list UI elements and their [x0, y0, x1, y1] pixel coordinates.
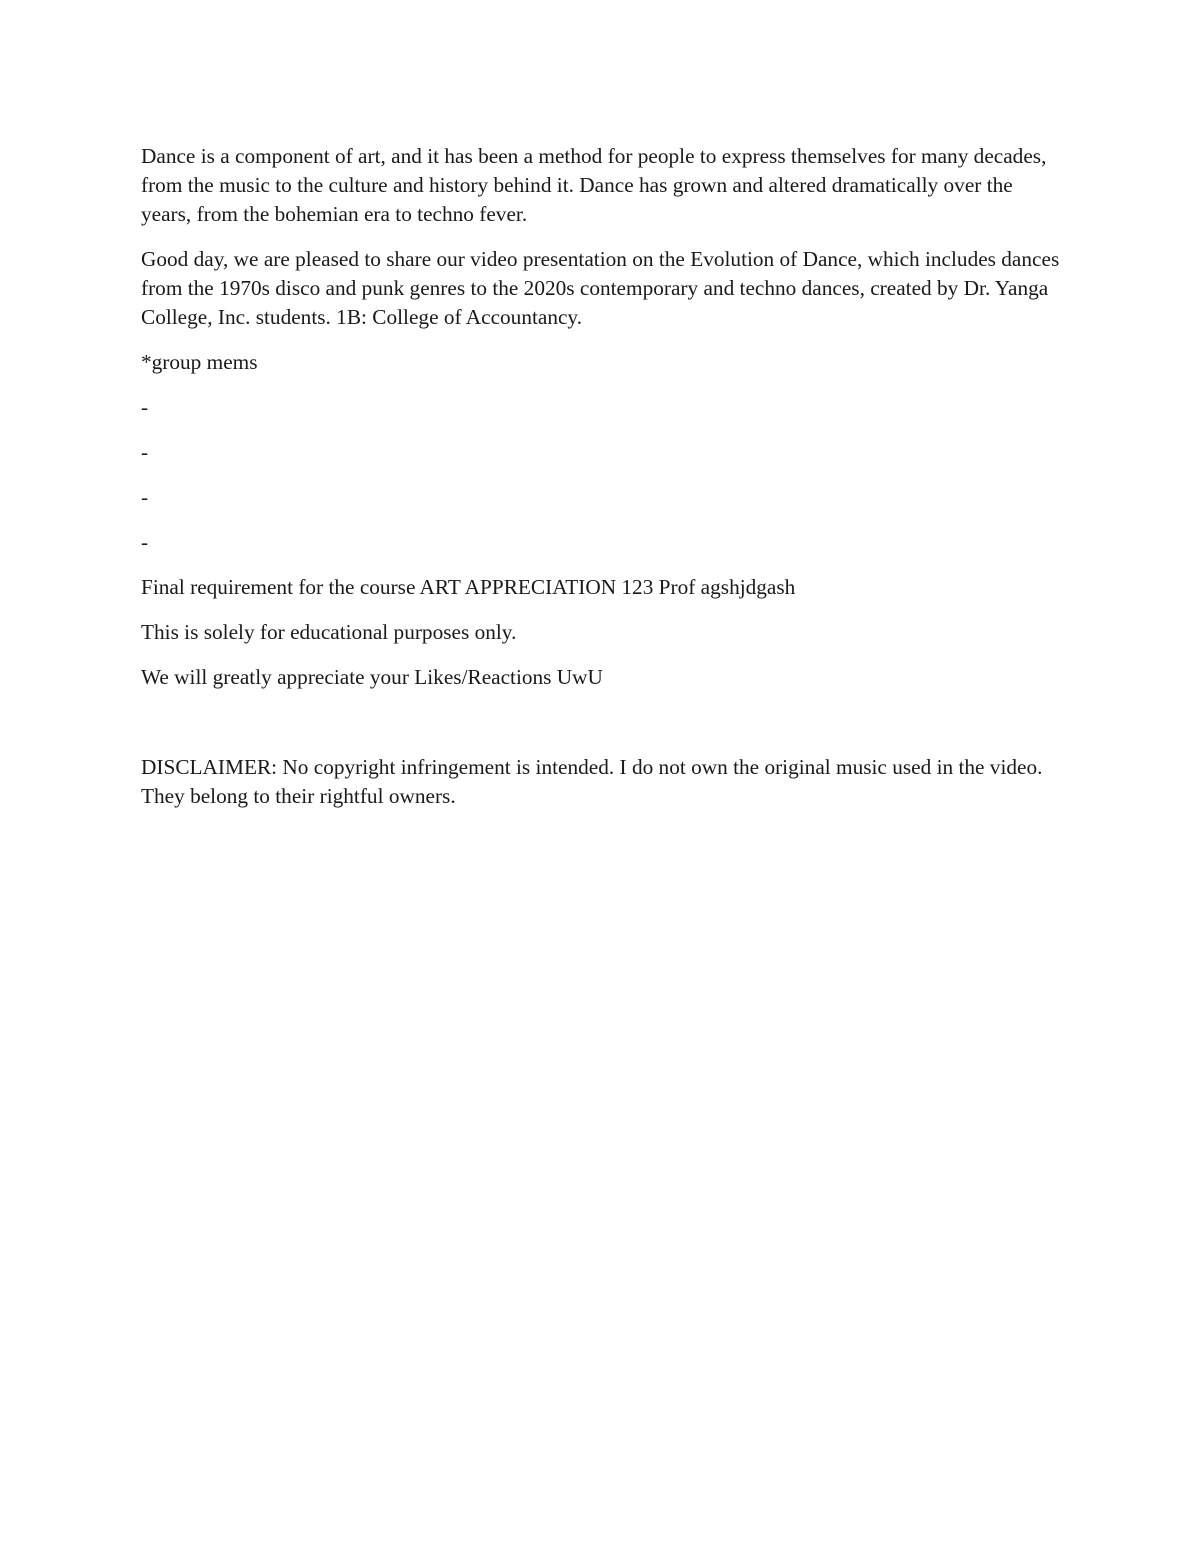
group-member-item: -	[141, 440, 149, 464]
educational-paragraph: This is solely for educational purposes only.	[141, 620, 517, 644]
appreciation-paragraph: We will greatly appreciate your Likes/Reactions UwU	[141, 665, 603, 689]
group-member-item: -	[141, 485, 149, 509]
disclaimer-paragraph: DISCLAIMER: No copyright infringement is intended. I do not own the original music used in the video. They belong to their rightful owners.	[141, 755, 1043, 808]
group-member-item: -	[141, 395, 149, 419]
intro-paragraph: Dance is a component of art, and it has been a method for people to express themselves for many decades, from the music to the culture and history behind it. Dance has grown and altered dramatically over the years, from the bohemian era to techno fever.	[141, 144, 1047, 226]
group-member-item: -	[141, 530, 149, 554]
blank-line	[141, 708, 1066, 737]
requirement-paragraph: Final requirement for the course ART APPRECIATION 123 Prof agshjdgash	[141, 575, 796, 599]
group-members-heading: *group mems	[141, 350, 258, 374]
document-body	[141, 142, 1066, 827]
greeting-paragraph: Good day, we are pleased to share our video presentation on the Evolution of Dance, which includes dances from the 1970s disco and punk genres to the 2020s contemporary and techno dances, created by Dr. Yanga College, Inc. students. 1B: College of Accountancy.	[141, 247, 1060, 329]
